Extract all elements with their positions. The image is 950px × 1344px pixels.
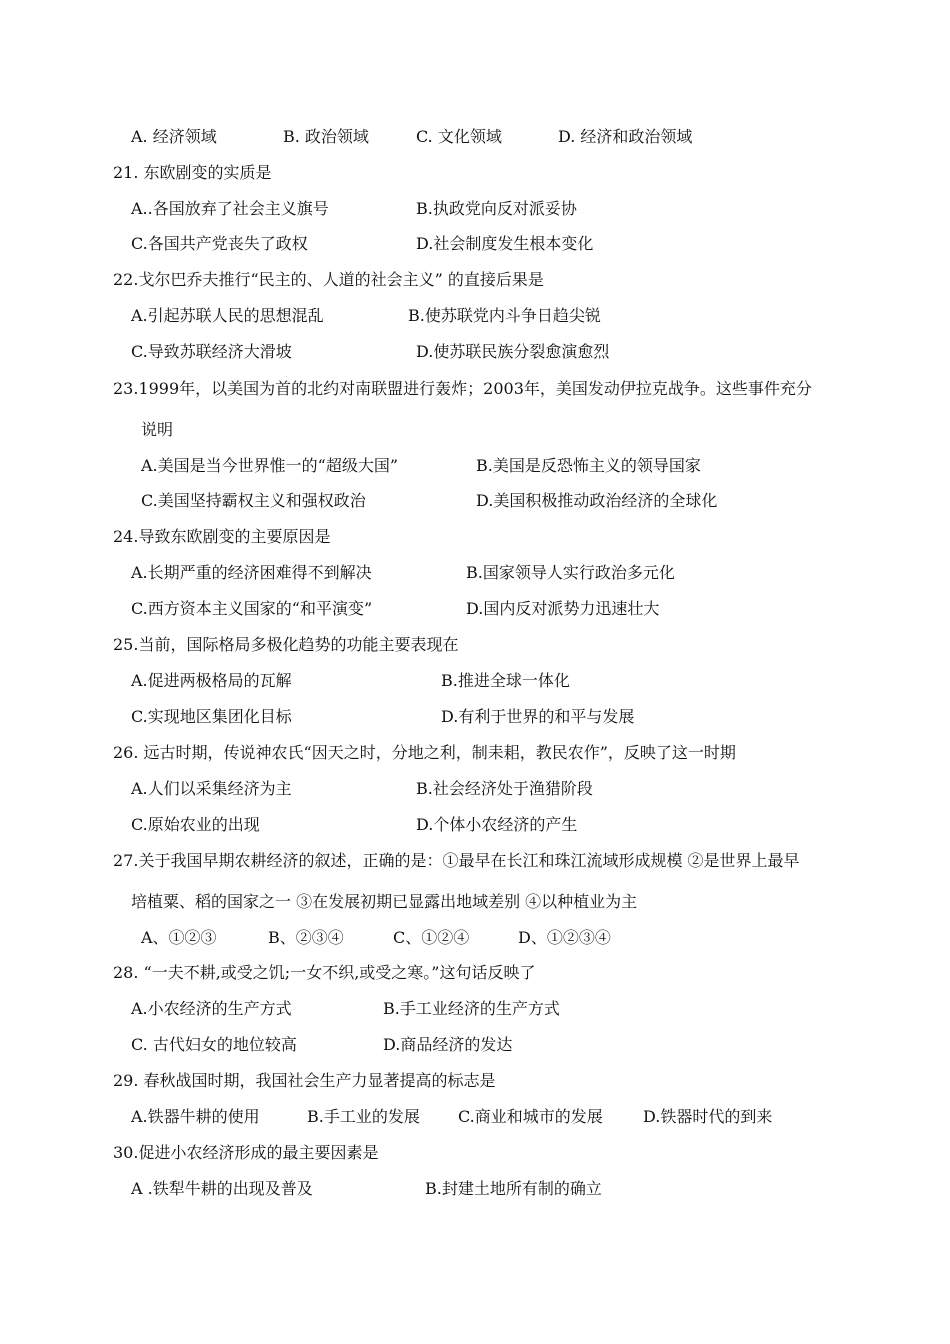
option-a: A.美国是当今世界惟一的“超级大国” [141,456,399,475]
option-a: A、①②③ [141,928,217,947]
option-b: B.手工业的发展 [307,1107,420,1126]
question-30-stem: 30.促进小农经济形成的最主要因素是 [113,1143,379,1162]
option-a: A.小农经济的生产方式 [131,999,292,1018]
option-a: A .铁犁牛耕的出现及普及 [131,1179,313,1198]
question-25-stem: 25.当前，国际格局多极化趋势的功能主要表现在 [113,635,459,654]
option-c: C.导致苏联经济大滑坡 [131,342,292,361]
option-d: D.使苏联民族分裂愈演愈烈 [416,342,610,361]
question-23-stem: 23.1999年，以美国为首的北约对南联盟进行轰炸；2003年，美国发动伊拉克战争。这些事件充分 [113,379,812,398]
option-d: D.有利于世界的和平与发展 [441,707,635,726]
option-c: C. 文化领域 [416,127,502,146]
option-d: D.商品经济的发达 [383,1035,513,1054]
option-a: A..各国放弃了社会主义旗号 [131,199,329,218]
option-a: A.长期严重的经济困难得不到解决 [131,563,372,582]
option-b: B.美国是反恐怖主义的领导国家 [476,456,701,475]
question-24-stem: 24.导致东欧剧变的主要原因是 [113,527,331,546]
option-d: D.国内反对派势力迅速壮大 [466,599,660,618]
question-28-stem: 28. “一夫不耕,或受之饥;一女不织,或受之寒。”这句话反映了 [113,963,536,982]
option-d: D.社会制度发生根本变化 [416,234,594,253]
option-b: B.使苏联党内斗争日趋尖锐 [408,306,601,325]
option-b: B.推进全球一体化 [441,671,570,690]
option-c: C.各国共产党丧失了政权 [131,234,308,253]
question-22-stem: 22.戈尔巴乔夫推行“民主的、人道的社会主义” 的直接后果是 [113,270,544,289]
question-26-stem: 26. 远古时期，传说神农氏“因天之时，分地之利，制耒耜，教民农作”，反映了这一时期 [113,743,736,762]
question-29-stem: 29. 春秋战国时期，我国社会生产力显著提高的标志是 [113,1071,496,1090]
option-b: B.国家领导人实行政治多元化 [466,563,675,582]
question-21-stem: 21. 东欧剧变的实质是 [113,163,272,182]
question-27-stem-cont: 培植粟、稻的国家之一 ③在发展初期已显露出地域差别 ④以种植业为主 [131,892,638,911]
option-a: A.引起苏联人民的思想混乱 [131,306,324,325]
option-a: A.铁器牛耕的使用 [131,1107,260,1126]
option-d: D.铁器时代的到来 [643,1107,773,1126]
option-b: B.社会经济处于渔猎阶段 [416,779,593,798]
option-b: B.封建土地所有制的确立 [425,1179,602,1198]
option-b: B、②③④ [268,928,344,947]
option-c: C、①②④ [393,928,470,947]
option-b: B.执政党向反对派妥协 [416,199,577,218]
option-c: C.商业和城市的发展 [458,1107,603,1126]
option-c: C. 古代妇女的地位较高 [131,1035,297,1054]
option-d: D.美国积极推动政治经济的全球化 [476,491,718,510]
option-d: D. 经济和政治领域 [558,127,693,146]
question-27-stem: 27.关于我国早期农耕经济的叙述，正确的是：①最早在长江和珠江流域形成规模 ②是世界上最早 [113,851,800,870]
question-23-stem-cont: 说明 [141,420,174,439]
option-a: A.促进两极格局的瓦解 [131,671,292,690]
option-a: A. 经济领域 [131,127,217,146]
option-d: D、①②③④ [518,928,611,947]
option-c: C.西方资本主义国家的“和平演变” [131,599,373,618]
option-c: C.实现地区集团化目标 [131,707,292,726]
option-b: B.手工业经济的生产方式 [383,999,560,1018]
option-c: C.原始农业的出现 [131,815,260,834]
option-b: B. 政治领域 [283,127,369,146]
option-a: A.人们以采集经济为主 [131,779,292,798]
option-c: C.美国坚持霸权主义和强权政治 [141,491,366,510]
option-d: D.个体小农经济的产生 [416,815,578,834]
